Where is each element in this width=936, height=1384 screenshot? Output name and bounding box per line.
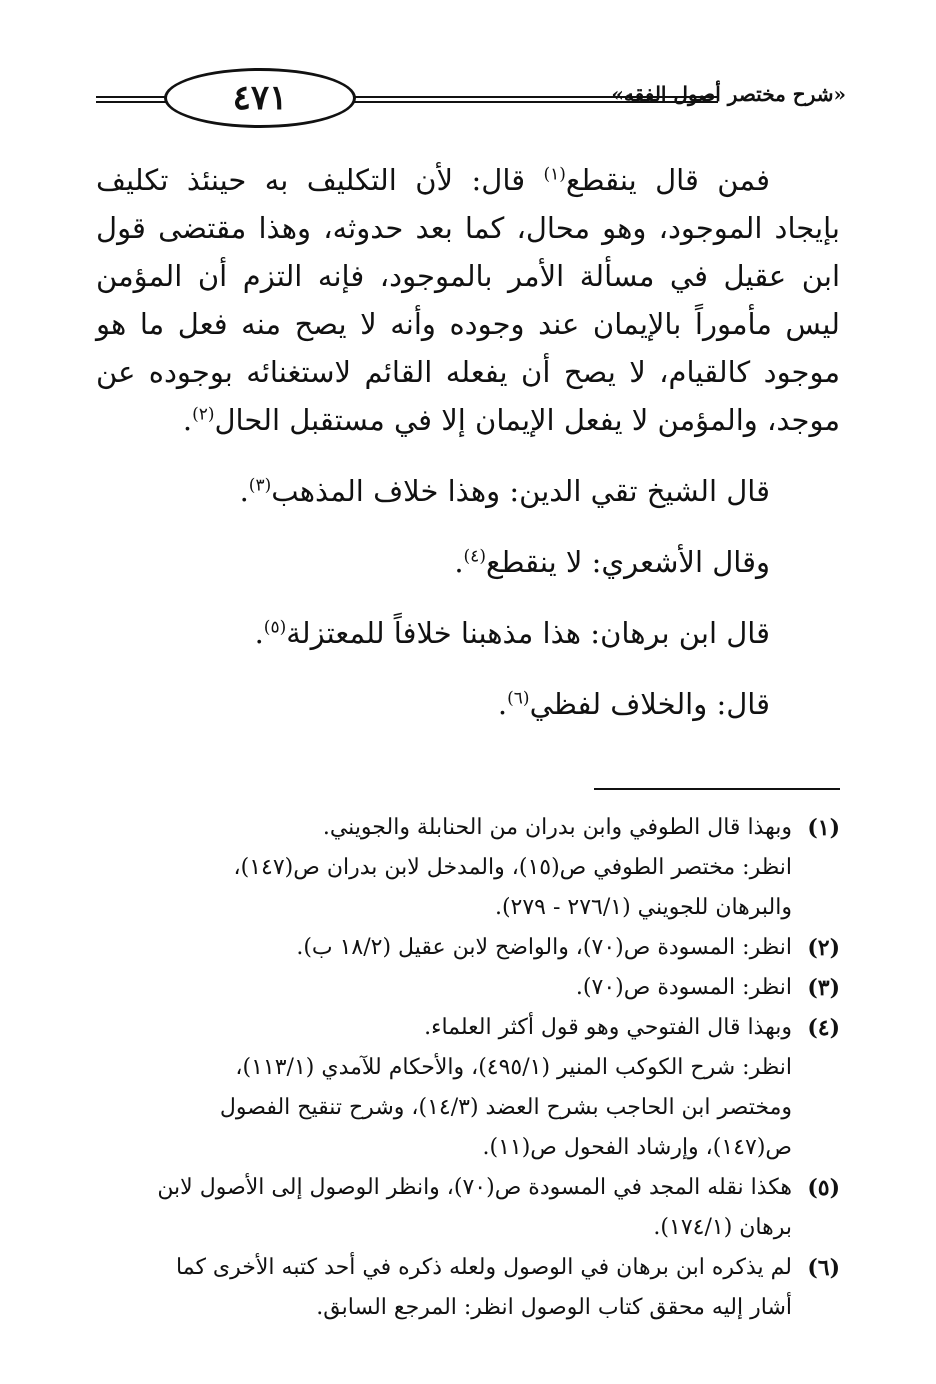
- footnote-6: [96, 1248, 840, 1328]
- footnote-line: أشار إليه محقق كتاب الوصول انظر: المرجع السابق.: [316, 1295, 792, 1320]
- footnote-line: لم يذكره ابن برهان في الوصول ولعله ذكره في أحد كتبه الأخرى كما: [176, 1255, 792, 1280]
- footnote-line: ومختصر ابن الحاجب بشرح العضد (١٤/٣)، وشرح تنقيح الفصول: [219, 1095, 792, 1120]
- footnote-line: انظر: المسودة ص(٧٠)، والواضح لابن عقيل (١٨/٢ ب).: [296, 935, 792, 960]
- footnote-1: [96, 808, 840, 928]
- footnote-body: [96, 1248, 792, 1328]
- running-title: «شرح مختصر أصول الفقه»: [611, 82, 846, 106]
- quote-1-end: .: [239, 474, 249, 508]
- footnote-body: [96, 928, 792, 968]
- quote-3-end: .: [254, 616, 264, 650]
- footnote-line: والبرهان للجويني (٢٧٦/١ - ٢٧٩).: [494, 895, 792, 920]
- footnote-body: [96, 1168, 792, 1248]
- footnote-line: انظر: شرح الكوكب المنير (٤٩٥/١)، والأحكام للآمدي (١١٣/١)،: [235, 1055, 792, 1080]
- header-rule-left: [96, 96, 172, 103]
- quote-2-text: وقال الأشعري: لا ينقطع: [485, 545, 770, 579]
- footnote-2: [96, 928, 840, 968]
- footnote-line: وبهذا قال الفتوحي وهو قول أكثر العلماء.: [424, 1015, 792, 1040]
- main-text: [96, 156, 840, 728]
- quote-2: [96, 538, 840, 586]
- footnote-line: انظر: مختصر الطوفي ص(١٥)، والمدخل لابن بدران ص(١٤٧)،: [233, 855, 792, 880]
- footnotes: [96, 808, 840, 1328]
- footnote-body: [96, 808, 792, 928]
- paragraph-1-end: .: [182, 403, 193, 437]
- paragraph-1-text-b: قال: لأن التكليف به حينئذ تكليف بإيجاد الموجود، وهو محال، كما بعد حدوثه، وهذا مقتضى قول ابن عقيل في مسألة الأمر بالموجود، فإنه التزم أن المؤمن ليس مأموراً بالإيمان عند وجوده وأنه لا يصح منه فعل ما هو موجود كالقيام، لا يصح أن يفعله القائم لاستغنائه بوجوده عن موجد، والمؤمن لا يفعل الإيمان إلا في مستقبل الحال: [96, 163, 840, 437]
- footnote-4: [96, 1008, 840, 1168]
- footnote-3: [96, 968, 840, 1008]
- footnote-ref-2: (٢): [192, 404, 215, 425]
- quote-3-text: قال ابن برهان: هذا مذهبنا خلافاً للمعتزلة: [286, 616, 770, 650]
- quote-4-text: قال: والخلاف لفظي: [529, 687, 770, 721]
- footnote-number: (١): [807, 815, 840, 841]
- footnote-body: [96, 1008, 792, 1168]
- paragraph-1: [96, 156, 840, 444]
- footnote-ref-6: (٦): [507, 688, 530, 709]
- quote-2-end: .: [454, 545, 464, 579]
- footnote-ref-1: (١): [543, 164, 566, 185]
- footnote-number: (٤): [807, 1015, 840, 1041]
- footnote-number: (٦): [807, 1255, 840, 1281]
- footnote-ref-5: (٥): [263, 617, 287, 638]
- footnote-number: (٣): [807, 975, 840, 1001]
- footnote-line: انظر: المسودة ص(٧٠).: [575, 975, 792, 1000]
- footnote-body: [96, 968, 792, 1008]
- quote-1-text: قال الشيخ تقي الدين: وهذا خلاف المذهب: [271, 474, 770, 508]
- page-number: ٤٧١: [164, 68, 356, 128]
- footnote-ref-3: (٣): [248, 475, 272, 496]
- quote-1: [96, 467, 840, 515]
- footnote-number: (٢): [807, 935, 840, 961]
- page-header: [96, 68, 846, 132]
- footnote-line: هكذا نقله المجد في المسودة ص(٧٠)، وانظر الوصول إلى الأصول لابن: [157, 1175, 792, 1200]
- footnote-line: ص(١٤٧)، وإرشاد الفحول ص(١١).: [482, 1135, 792, 1160]
- paragraph-1-text-a: فمن قال ينقطع: [565, 163, 770, 197]
- footnote-line: وبهذا قال الطوفي وابن بدران من الحنابلة والجويني.: [322, 815, 792, 840]
- footnote-ref-4: (٤): [463, 546, 486, 567]
- footnote-separator: [594, 788, 840, 790]
- footnote-line: برهان (١٧٤/١).: [653, 1215, 792, 1240]
- quote-3: [96, 609, 840, 657]
- footnote-5: [96, 1168, 840, 1248]
- footnote-number: (٥): [807, 1175, 840, 1201]
- quote-4-end: .: [497, 687, 508, 721]
- quote-4: [96, 680, 840, 728]
